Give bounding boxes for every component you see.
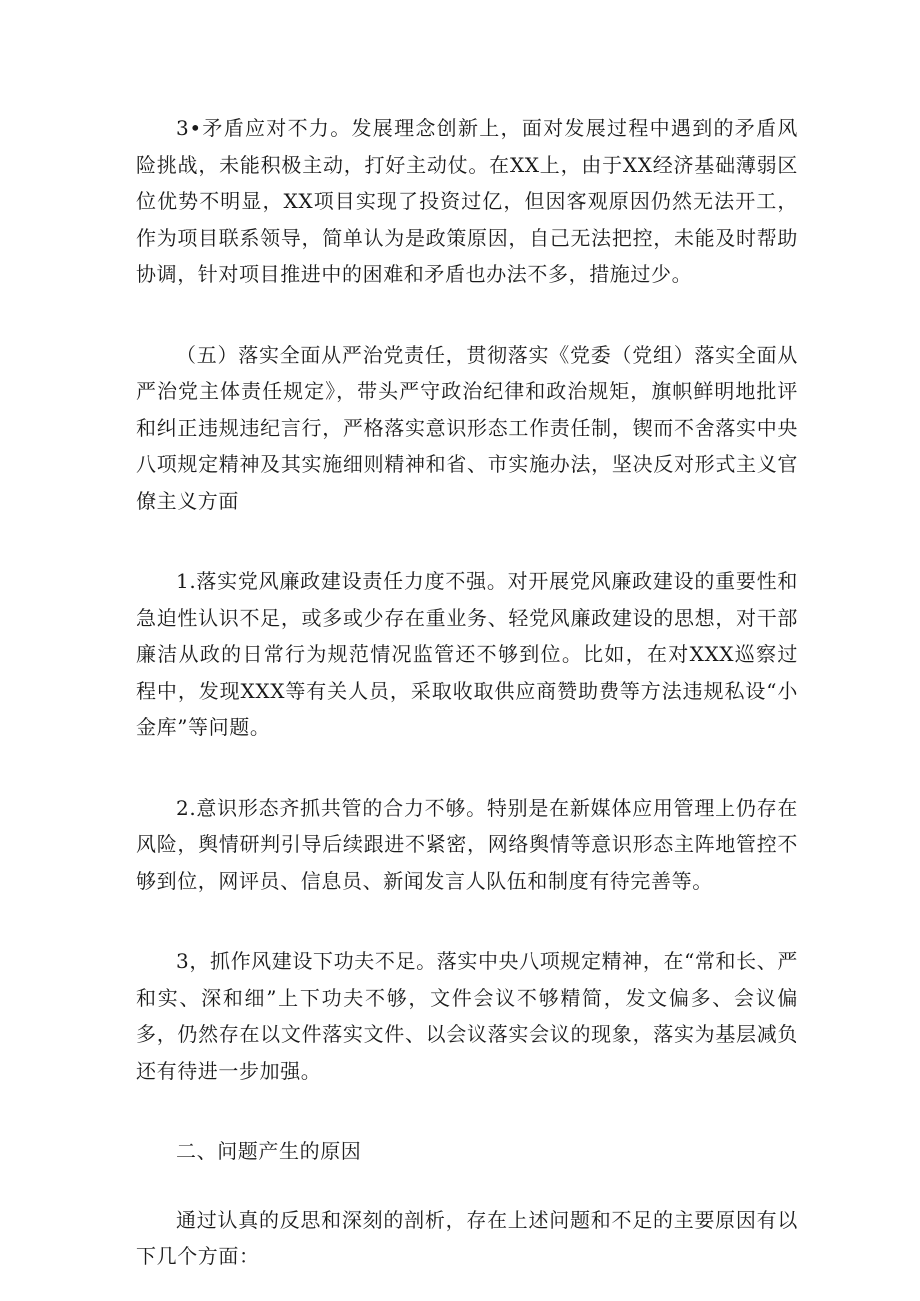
paragraph-section-five-heading: （五）落实全面从严治党责任，贯彻落实《党委（党组）落实全面从严治党主体责任规定》，带头严守政治纪律和政治规矩，旗帜鲜明地批评和纠正违规违纪言行，严格落实意识形态工作责任制，锲而不舍落实中央八项规定精神及其实施细则精神和省、市实施办法，坚决反对形式主义官僚主义方面 (136, 342, 798, 513)
section-heading-causes: 二、问题产生的原因 (176, 1139, 362, 1163)
paragraph-integrity-responsibility: 1.落实党风廉政建设责任力度不强。对开展党风廉政建设的重要性和急迫性认识不足，或多或少存在重业务、轻党风廉政建设的思想，对干部廉洁从政的日常行为规范情况监管还不够到位。比如，在对XXX巡察过程中，发现XXX等有关人员，采取收取供应商赞助费等方法违规私设“小金库”等问题。 (136, 569, 798, 739)
paragraph-causes-intro: 通过认真的反思和深刻的剖析，存在上述问题和不足的主要原因有以下几个方面： (136, 1207, 798, 1268)
document-page (136, 110, 798, 1275)
paragraph-work-style: 3，抓作风建设下功夫不足。落实中央八项规定精神，在“常和长、严和实、深和细”上下功夫不够，文件会议不够精简，发文偏多、会议偏多，仍然存在以文件落实文件、以会议落实会议的现象，落实为基层减负还有待进一步加强。 (136, 949, 798, 1083)
paragraph-contradiction-handling: 3•矛盾应对不力。发展理念创新上，面对发展过程中遇到的矛盾风险挑战，未能积极主动，打好主动仗。在XX上，由于XX经济基础薄弱区位优势不明显，XX项目实现了投资过亿，但因客观原因仍然无法开工，作为项目联系领导，简单认为是政策原因，自己无法把控，未能及时帮助协调，针对项目推进中的困难和矛盾也办法不多，措施过少。 (136, 116, 798, 286)
paragraph-ideology-management: 2.意识形态齐抓共管的合力不够。特别是在新媒体应用管理上仍存在风险，舆情研判引导后续跟进不紧密，网络舆情等意识形态主阵地管控不够到位，网评员、信息员、新闻发言人队伍和制度有待完善等。 (136, 795, 798, 893)
